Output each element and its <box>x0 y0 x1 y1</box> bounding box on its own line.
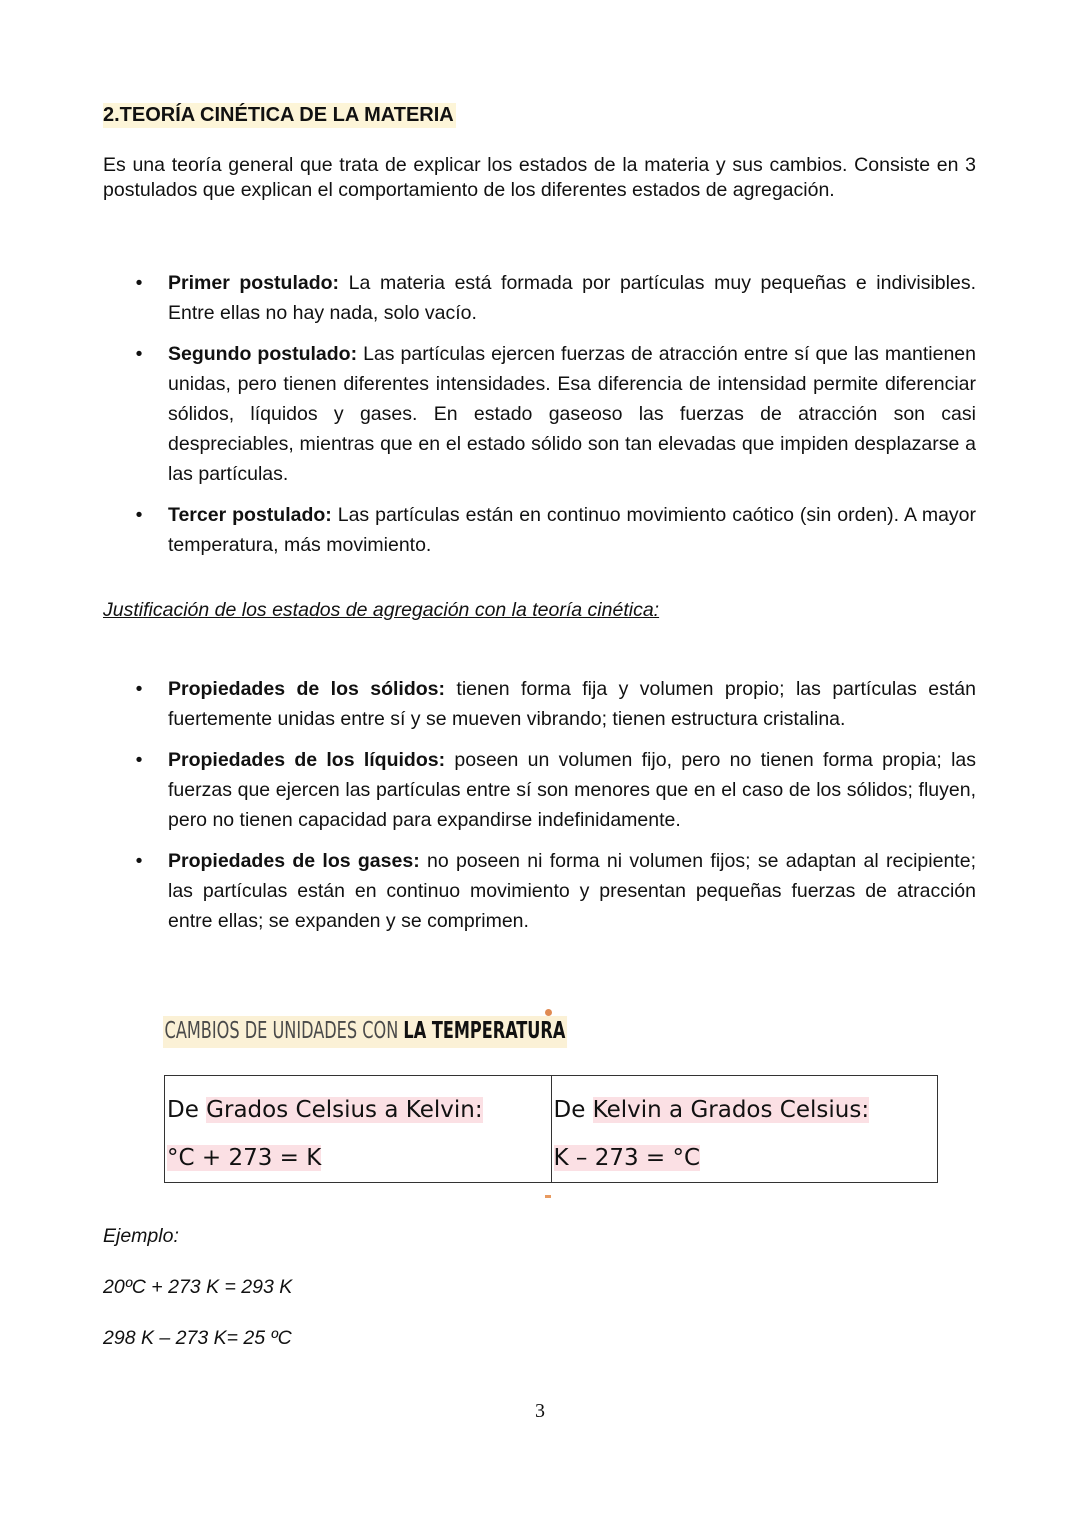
justificacion-heading: Justificación de los estados de agregación con la teoría cinética: <box>103 599 660 621</box>
page-number: 3 <box>535 1400 545 1422</box>
ejemplo-label: Ejemplo: <box>103 1225 179 1247</box>
ejemplo-line: 20ºC + 273 K = 293 K <box>103 1276 293 1298</box>
formula-text: K – 273 = °C <box>553 1145 701 1171</box>
item-text: Las partículas están en continuo movimiento caótico (sin orden). A mayor temperatura, más movimiento. <box>168 504 976 556</box>
temperature-banner <box>163 1016 567 1048</box>
propiedades-list <box>130 674 976 936</box>
bullet-icon: • <box>135 749 143 771</box>
ejemplo-line: 298 K – 273 K= 25 ºC <box>103 1327 292 1349</box>
item-label: Segundo postulado: <box>168 343 358 365</box>
bullet-icon: • <box>135 504 143 526</box>
decoration-dot-icon <box>545 1009 552 1016</box>
list-item <box>130 339 976 489</box>
postulados-list <box>130 268 976 560</box>
intro-paragraph: Es una teoría general que trata de explicar los estados de la materia y sus cambios. Consiste en 3 postulados que explican el comportamiento de los diferentes estados de agregación. <box>103 154 976 201</box>
decoration-dash-icon <box>545 1195 551 1198</box>
heading-text: Grados Celsius a Kelvin: <box>206 1097 483 1123</box>
banner-text-bold: LA TEMPERATURA <box>403 1018 566 1044</box>
item-label: Propiedades de los gases: <box>168 850 420 872</box>
item-text: tienen forma fija y volumen propio; las partículas están fuertemente unidas entre sí y se mueven vibrando; tienen estructura cristalina. <box>168 678 976 730</box>
item-label: Propiedades de los sólidos: <box>168 678 445 700</box>
conversion-formula <box>554 1134 938 1182</box>
item-label: Primer postulado: <box>168 272 340 294</box>
item-text: poseen un volumen fijo, pero no tienen forma propia; las fuerzas que ejercen las partículas entre sí son menores que en el caso de los sólidos; fluyen, pero no tienen capacidad para expandirse indefinidamente. <box>168 749 976 831</box>
item-text: Las partículas ejercen fuerzas de atracción entre sí que las mantienen unidas, pero tienen diferentes intensidades. Esa diferencia de intensidad permite diferenciar sólidos, líquidos y gases. En estado gaseoso las fuerzas de atracción son casi despreciables, mientras que en el estado sólido son tan elevadas que impiden desplazarse a las partículas. <box>168 343 976 485</box>
item-label: Tercer postulado: <box>168 504 332 526</box>
conversion-table <box>164 1075 938 1183</box>
conversion-heading <box>554 1086 938 1134</box>
list-item <box>130 745 976 835</box>
heading-prefix: De <box>167 1097 207 1123</box>
bullet-icon: • <box>135 850 143 872</box>
heading-text: Kelvin a Grados Celsius: <box>592 1097 870 1123</box>
conversion-cell-kelvin-celsius <box>551 1076 938 1183</box>
list-item <box>130 268 976 328</box>
banner-text: CAMBIOS DE UNIDADES CON <box>164 1018 404 1044</box>
item-text: no poseen ni forma ni volumen fijos; se adaptan al recipiente; las partículas están en continuo movimiento y presentan pequeñas fuerzas de atracción entre ellas; se expanden y se comprimen. <box>168 850 976 932</box>
bullet-icon: • <box>135 343 143 365</box>
conversion-formula <box>167 1134 551 1182</box>
conversion-heading <box>167 1086 551 1134</box>
list-item <box>130 500 976 560</box>
section-title: 2.TEORÍA CINÉTICA DE LA MATERIA <box>103 104 454 126</box>
item-text: La materia está formada por partículas muy pequeñas e indivisibles. Entre ellas no hay nada, solo vacío. <box>168 272 976 324</box>
list-item <box>130 846 976 936</box>
heading-prefix: De <box>553 1097 593 1123</box>
bullet-icon: • <box>135 678 143 700</box>
list-item <box>130 674 976 734</box>
item-label: Propiedades de los líquidos: <box>168 749 446 771</box>
conversion-cell-celsius-kelvin <box>165 1076 552 1183</box>
formula-text: °C + 273 = K <box>167 1145 322 1171</box>
bullet-icon: • <box>135 272 143 294</box>
